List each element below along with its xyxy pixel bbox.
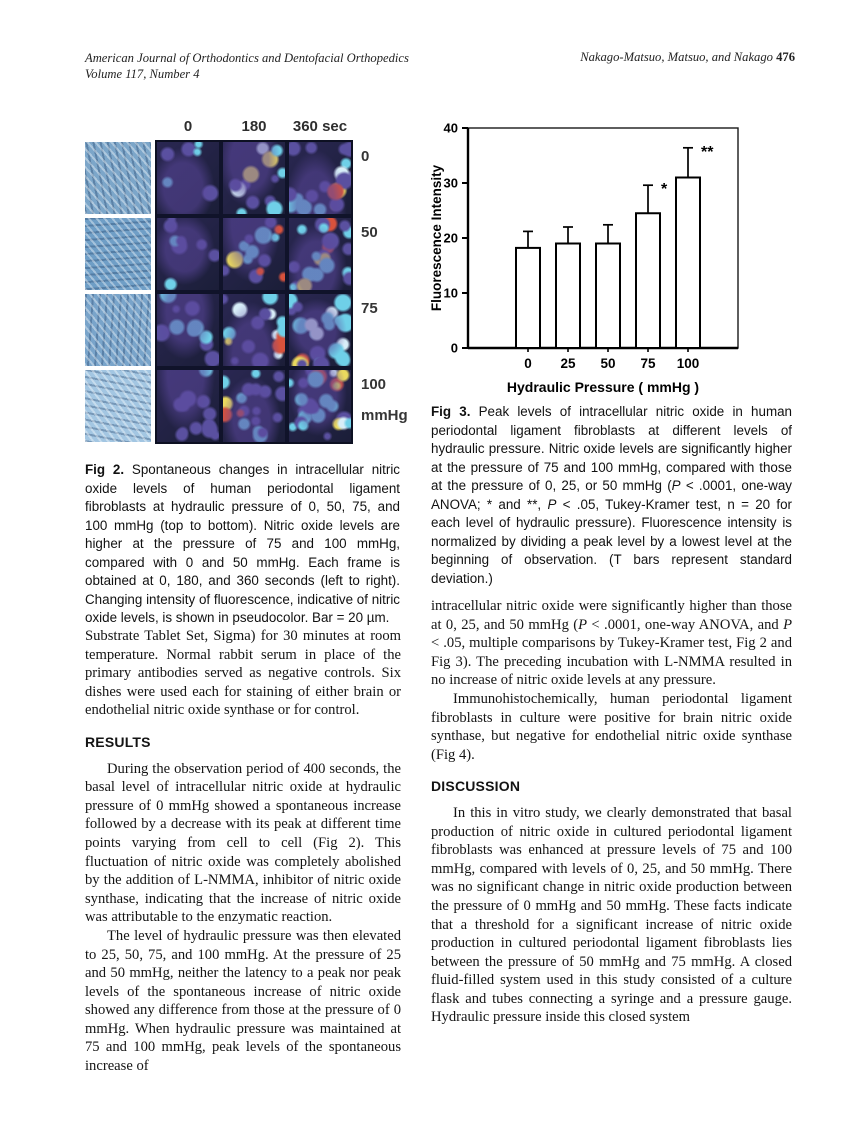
y-tick-label: 30 [443, 175, 458, 191]
fig3-chart-svg [430, 106, 792, 398]
journal-volume: Volume 117, Number 4 [85, 67, 200, 81]
journal-title: American Journal of Orthodontics and Dentofacial Orthopedics [85, 51, 409, 65]
figure3-bar-chart [430, 106, 792, 398]
body-paragraph: In this in vitro study, we clearly demonstrated that basal production of nitric oxide in cultured periodontal ligament fibroblasts was enhanced at pressure levels of 75 and 100 mmHg, compared with levels of 0, 25, and 50 mmHg. There was no significant change in nitric oxide production between the pressure of 0 mmHg and 50 mmHg. These facts indicate that a threshold for a significant increase of nitric oxide production in cultured periodontal ligament fibroblasts lies between the pressure of 50 mmHg and 75 mmHg. A closed fluid-filled system used in this study consisted of a culture flask and tubes connecting a syringe and a pressure gauge. Hydraulic pressure inside this closed system [431, 804, 792, 1026]
fig2-fluor-tile [157, 294, 219, 366]
page-header-left [85, 50, 409, 82]
fig2-pseudocolor-grid [155, 140, 353, 444]
fig2-phase-tile [85, 370, 151, 442]
fig2-pressure-labels [361, 140, 407, 444]
y-tick-label: 20 [443, 230, 458, 246]
fig2-fluor-tile [289, 370, 351, 442]
bar [676, 178, 700, 349]
fig2-phase-tile [85, 294, 151, 366]
body-column-right [431, 597, 792, 1027]
page-header-right [580, 50, 795, 65]
fig2-fluor-tile [157, 370, 219, 442]
fig2-phase-contrast-column [85, 142, 151, 442]
bar [636, 213, 660, 348]
fig2-time-label: 0 [183, 118, 193, 135]
bar [516, 248, 540, 348]
figure2-panel [85, 118, 408, 444]
fig2-time-label: 180 [241, 118, 267, 135]
running-head-authors-page: Nakago-Matsuo, Matsuo, and Nakago 476 [580, 50, 795, 64]
fig2-fluor-tile [289, 142, 351, 214]
fig2-fluor-tile [157, 218, 219, 290]
x-tick-label: 50 [600, 356, 616, 371]
significance-marker: ** [701, 143, 714, 161]
x-tick-label: 25 [560, 356, 576, 371]
section-heading: DISCUSSION [431, 778, 521, 795]
fig2-image-grid [85, 140, 408, 444]
x-tick-label: 75 [640, 356, 656, 371]
fig2-fluor-tile [289, 218, 351, 290]
body-column-left [85, 627, 401, 1076]
x-axis-label: Hydraulic Pressure ( mmHg ) [506, 379, 700, 395]
fig2-pressure-label: 0 [361, 148, 370, 165]
body-paragraph: intracellular nitric oxide were significantly higher than those at 0, 25, and 50 mmHg (P < .0001, one-way ANOVA, and P < .05, multiple comparisons by Tukey-Kramer test, Fig 2 and Fig 3). The preceding incubation with L-NMMA resulted in no increase of nitric oxide levels at any pressure. [431, 598, 792, 689]
fig2-fluor-tile [289, 294, 351, 366]
fig2-fluor-tile [223, 218, 285, 290]
body-paragraph: Substrate Tablet Set, Sigma) for 30 minutes at room temperature. Normal rabbit serum in place of the primary antibodies served as negative controls. Six dishes were used each for staining of either brain or endothelial nitric oxide synthase or for control. [85, 628, 401, 719]
fig2-time-label: 360 sec [292, 118, 348, 135]
figure3-caption: Fig 3. Peak levels of intracellular nitric oxide in human periodontal ligament fibroblasts at different levels of hydraulic pressure. Nitric oxide levels are significantly higher at the pressure of 75 and 100 mmHg, compared with those at the pressure of 0, 25, or 50 mmHg (P < .0001, one-way ANOVA; * and **, P < .05, Tukey-Kramer test, n = 20 for each level of hydraulic pressure). Fluorescence intensity is normalized by dividing a peak level by a lowest level at the beginning of observation. (T bars represent standard deviation.) [431, 404, 793, 586]
fig2-fluor-tile [223, 142, 285, 214]
bar [556, 244, 580, 349]
body-paragraph: Immunohistochemically, human periodontal ligament fibroblasts in culture were positive for brain nitric oxide synthase, but negative for endothelial nitric oxide synthase (Fig 4). [431, 690, 792, 763]
x-tick-label: 0 [524, 356, 532, 371]
y-tick-label: 0 [450, 340, 458, 356]
fig2-fluor-tile [223, 294, 285, 366]
section-heading: RESULTS [85, 733, 151, 750]
y-tick-label: 10 [443, 285, 458, 301]
fig2-pressure-label: 50 [361, 224, 378, 241]
significance-marker: * [661, 181, 668, 199]
fig2-pressure-label: 100 mmHg [361, 376, 408, 424]
fig2-fluor-tile [157, 142, 219, 214]
fig2-phase-tile [85, 142, 151, 214]
bar [596, 244, 620, 349]
body-paragraph: The level of hydraulic pressure was then elevated to 25, 50, 75, and 100 mmHg. At the pressure of 25 and 50 mmHg, neither the latency to a peak nor peak levels of the spontaneous increase of nitric oxide showed any difference from those at the pressure of 0 mmHg. When hydraulic pressure was maintained at 75 and 100 mmHg, peak levels of the spontaneous increase of [85, 927, 401, 1075]
y-tick-label: 40 [443, 120, 458, 136]
fig2-pressure-unit-label: mmHg [361, 407, 408, 424]
fig2-fluor-tile [223, 370, 285, 442]
fig2-time-header [155, 118, 353, 140]
y-axis-label: Fluorescence Intensity [430, 164, 444, 312]
fig2-pressure-label: 75 [361, 300, 378, 317]
fig2-phase-tile [85, 218, 151, 290]
body-paragraph: During the observation period of 400 seconds, the basal level of intracellular nitric oxide at hydraulic pressure of 0 mmHg showed a spontaneous increase followed by a decrease with its peak at different time points varying from cell to cell (Fig 2). This fluctuation of nitric oxide was completely abolished by the addition of L-NMMA, inhibitor of nitric oxide synthase, indicating that the increase of nitric oxide was attributable to the enzymatic reaction. [85, 760, 401, 926]
x-tick-label: 100 [676, 356, 700, 371]
figure2-caption: Fig 2. Spontaneous changes in intracellular nitric oxide levels of human periodontal ligament fibroblasts at hydraulic pressure of 0, 50, 75, and 100 mmHg (top to bottom). Nitric oxide levels are higher at the pressure of 75 and 100 mmHg, compared with 0 and 50 mmHg. Each frame is obtained at 0, 180, and 360 seconds (left to right). Changing intensity of fluorescence, indicative of nitric oxide levels, is shown in pseudocolor. Bar = 20 µm. [85, 462, 400, 625]
